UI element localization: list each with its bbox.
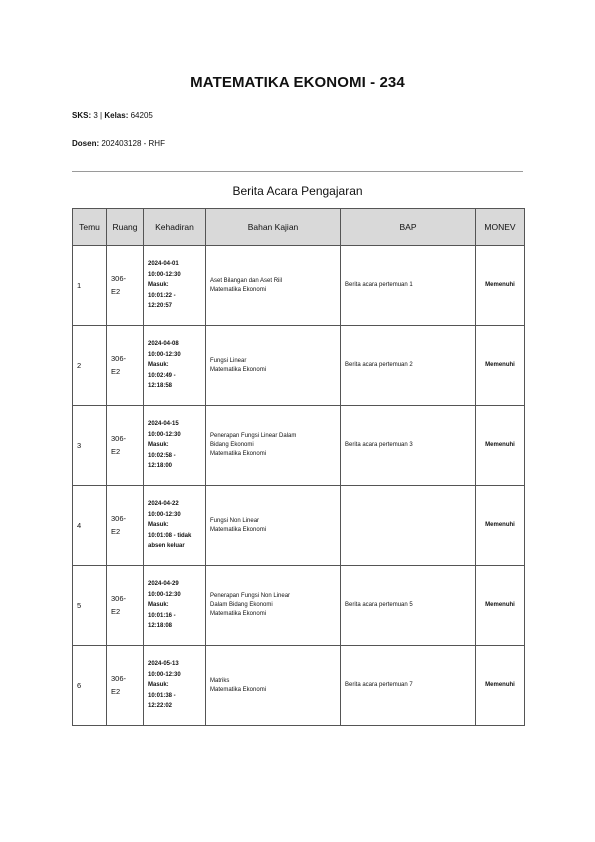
horizontal-divider <box>72 171 523 172</box>
kehadiran-line: 10:01:08 - tidak <box>148 532 192 539</box>
kehadiran-line: Masuk: <box>148 282 169 289</box>
kehadiran-line: 10:01:16 - <box>148 612 176 619</box>
table-row <box>73 566 525 646</box>
cell-bap: Berita acara pertemuan 7 <box>341 646 476 726</box>
sks-value: 3 <box>93 111 98 120</box>
kehadiran-line: Masuk: <box>148 522 169 529</box>
cell-bap: Berita acara pertemuan 3 <box>341 406 476 486</box>
sks-label: SKS: <box>72 111 92 120</box>
cell-bahan-kajian <box>206 646 341 726</box>
ruang-line: 306- <box>111 673 127 683</box>
cell-temu: 3 <box>73 406 107 486</box>
ruang-line: 306- <box>111 593 127 603</box>
kehadiran-line: 12:18:08 <box>148 623 173 630</box>
cell-ruang <box>107 646 144 726</box>
bahan-line: Matematika Ekonomi <box>210 286 267 293</box>
cell-bap: Berita acara pertemuan 1 <box>341 246 476 326</box>
bahan-line: Matematika Ekonomi <box>210 686 267 693</box>
bahan-line: Dalam Bidang Ekonomi <box>210 602 273 608</box>
kehadiran-line: Masuk: <box>148 602 169 609</box>
cell-kehadiran <box>144 246 206 326</box>
cell-monev: Memenuhi <box>476 246 525 326</box>
kehadiran-line: Masuk: <box>148 442 169 449</box>
column-header-ruang: Ruang <box>107 209 144 246</box>
kehadiran-line: 2024-04-08 <box>148 341 179 348</box>
kehadiran-line: 10:00-12:30 <box>148 431 181 438</box>
cell-bahan-kajian <box>206 406 341 486</box>
table-row <box>73 246 525 326</box>
bahan-line: Matematika Ekonomi <box>210 526 267 533</box>
bahan-line: Matematika Ekonomi <box>210 451 267 457</box>
column-header-temu: Temu <box>73 209 107 246</box>
bahan-line: Matriks <box>210 677 230 684</box>
kehadiran-line: 10:00-12:30 <box>148 271 181 278</box>
column-header-monev: MONEV <box>476 209 525 246</box>
lecturer-info <box>72 139 165 148</box>
section-title: Berita Acara Pengajaran <box>232 184 363 198</box>
table-row <box>73 406 525 486</box>
kehadiran-line: 2024-04-15 <box>148 421 179 428</box>
ruang-line: E2 <box>111 606 121 616</box>
kelas-label: Kelas: <box>104 111 129 120</box>
cell-monev: Memenuhi <box>476 486 525 566</box>
cell-ruang <box>107 486 144 566</box>
kehadiran-line: Masuk: <box>148 362 169 369</box>
bahan-line: Aset Bilangan dan Aset Riil <box>210 277 283 284</box>
bahan-line: Fungsi Non Linear <box>210 517 260 524</box>
cell-kehadiran <box>144 566 206 646</box>
column-header-kehadiran: Kehadiran <box>144 209 206 246</box>
kehadiran-line: 10:00-12:30 <box>148 511 181 518</box>
cell-bahan-kajian <box>206 326 341 406</box>
cell-temu: 4 <box>73 486 107 566</box>
kehadiran-line: 2024-04-22 <box>148 501 179 508</box>
cell-temu: 1 <box>73 246 107 326</box>
kehadiran-line: 10:01:22 - <box>148 292 176 299</box>
cell-bap <box>341 486 476 566</box>
dosen-label: Dosen: <box>72 139 100 148</box>
cell-kehadiran <box>144 406 206 486</box>
cell-bahan-kajian <box>206 566 341 646</box>
kehadiran-line: 2024-04-29 <box>148 581 179 588</box>
cell-monev: Memenuhi <box>476 566 525 646</box>
bahan-line: Penerapan Fungsi Linear Dalam <box>210 433 297 439</box>
cell-ruang <box>107 566 144 646</box>
cell-bahan-kajian <box>206 246 341 326</box>
ruang-line: 306- <box>111 273 127 283</box>
cell-kehadiran <box>144 646 206 726</box>
cell-bap: Berita acara pertemuan 5 <box>341 566 476 646</box>
page-title: MATEMATIKA EKONOMI - 234 <box>190 74 405 91</box>
column-header-bap: BAP <box>341 209 476 246</box>
kehadiran-line: 2024-04-01 <box>148 261 179 268</box>
cell-monev: Memenuhi <box>476 406 525 486</box>
kehadiran-line: 10:00-12:30 <box>148 351 181 358</box>
kelas-value: 64205 <box>130 111 153 120</box>
kehadiran-line: 2024-05-13 <box>148 661 179 668</box>
kehadiran-line: 10:01:38 - <box>148 692 176 699</box>
cell-temu: 5 <box>73 566 107 646</box>
bahan-line: Matematika Ekonomi <box>210 611 267 617</box>
bahan-line: Penerapan Fungsi Non Linear <box>210 593 291 599</box>
kehadiran-line: 10:00-12:30 <box>148 591 181 598</box>
table-row <box>73 646 525 726</box>
cell-ruang <box>107 326 144 406</box>
cell-ruang <box>107 406 144 486</box>
bahan-line: Bidang Ekonomi <box>210 442 254 448</box>
column-header-bahan-kajian: Bahan Kajian <box>206 209 341 246</box>
kehadiran-line: 12:18:00 <box>148 463 173 470</box>
ruang-line: E2 <box>111 526 121 536</box>
cell-ruang <box>107 246 144 326</box>
teaching-report-table <box>72 208 525 726</box>
kehadiran-line: 12:22:02 <box>148 703 173 710</box>
cell-kehadiran <box>144 326 206 406</box>
kehadiran-line: absen keluar <box>148 543 185 550</box>
cell-temu: 2 <box>73 326 107 406</box>
kehadiran-line: 10:02:58 - <box>148 452 176 459</box>
bahan-line: Fungsi Linear <box>210 357 247 364</box>
ruang-line: E2 <box>111 686 121 696</box>
cell-kehadiran <box>144 486 206 566</box>
ruang-line: E2 <box>111 286 121 296</box>
ruang-line: 306- <box>111 353 127 363</box>
cell-bahan-kajian <box>206 486 341 566</box>
table-row <box>73 326 525 406</box>
dosen-value: 202403128 - RHF <box>101 139 165 148</box>
info-separator: | <box>100 111 103 120</box>
kehadiran-line: 10:00-12:30 <box>148 671 181 678</box>
kehadiran-line: 10:02:49 - <box>148 372 176 379</box>
table-row <box>73 486 525 566</box>
kehadiran-line: 12:18:58 <box>148 383 173 390</box>
ruang-line: E2 <box>111 446 121 456</box>
kehadiran-line: 12:20:57 <box>148 303 173 310</box>
cell-monev: Memenuhi <box>476 326 525 406</box>
ruang-line: E2 <box>111 366 121 376</box>
cell-monev: Memenuhi <box>476 646 525 726</box>
ruang-line: 306- <box>111 433 127 443</box>
kehadiran-line: Masuk: <box>148 682 169 689</box>
cell-bap: Berita acara pertemuan 2 <box>341 326 476 406</box>
ruang-line: 306- <box>111 513 127 523</box>
table-header-row <box>73 209 525 246</box>
cell-temu: 6 <box>73 646 107 726</box>
course-info <box>72 111 153 120</box>
bahan-line: Matematika Ekonomi <box>210 366 267 373</box>
